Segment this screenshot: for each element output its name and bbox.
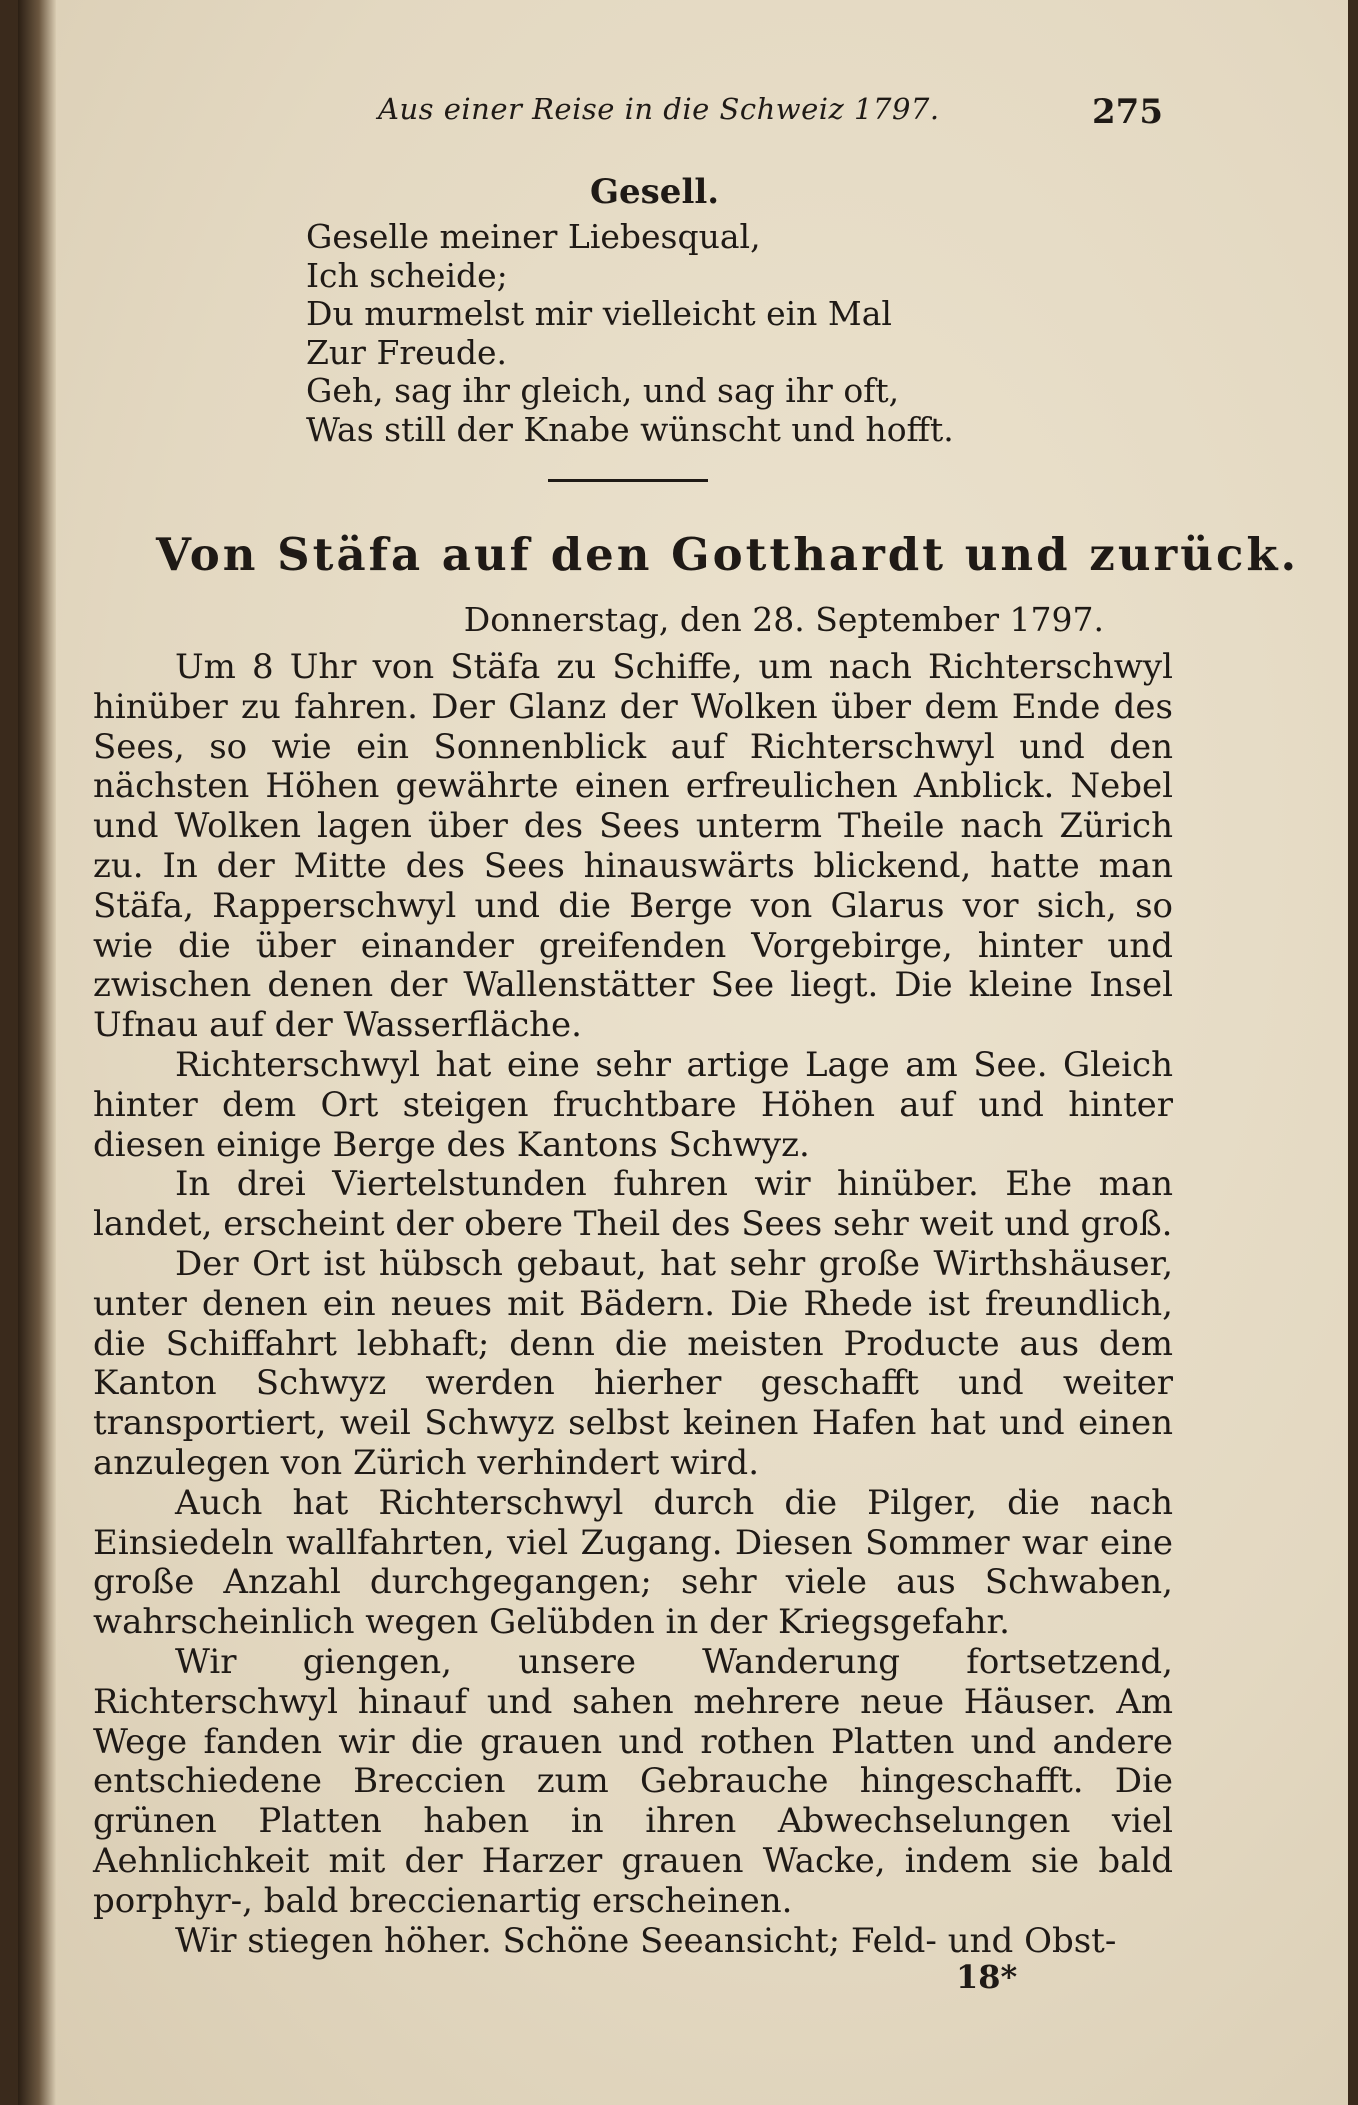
poem-line: Du murmelst mir vielleicht ein Mal <box>306 294 892 333</box>
paragraph: Richterschwyl hat eine sehr artige Lage am See. Gleich hinter dem Ort steigen fruchtbare Höhen auf und hinter diesen einige Berge des Kantons Schwyz. <box>93 1044 1173 1165</box>
poem-line: Ich scheide; <box>306 255 508 295</box>
poem-line: Zur Freude. <box>306 332 508 372</box>
paragraph: Um 8 Uhr von Stäfa zu Schiffe, um nach Richterschwyl hinüber zu fahren. Der Glanz der Wolken über dem Ende des Sees, so wie ein Sonnenblick auf Richterschwyl und den nächsten Höhen gewährte einen erfreulichen Anblick. Nebel und Wolken lagen über des Sees unterm Theile nach Zürich zu. In der Mitte des Sees hinauswärts blickend, hatte man Stäfa, Rapperschwyl und die Berge von Glarus vor sich, so wie die über einander greifenden Vorgebirge, hinter und zwischen denen der Wallenstätter See liegt. Die kleine Insel Ufnau auf der Wasserfläche. <box>93 647 1173 1046</box>
paragraph: Wir giengen, unsere Wanderung fortsetzend, Richterschwyl hinauf und sahen mehrere neue Häuser. Am Wege fanden wir die grauen und rothen Platten und andere entschiedene Breccien zum Gebrauche hingeschafft. Die grünen Platten haben in ihren Abwechselungen viel Aehnlichkeit mit der Harzer grauen Wacke, indem sie bald porphyr-, bald breccienartig erscheinen. <box>93 1641 1173 1921</box>
paragraph: Auch hat Richterschwyl durch die Pilger, die nach Einsiedeln wallfahrten, viel Zugang. Diesen Sommer war eine große Anzahl durchgegangen; sehr viele aus Schwaben, wahrscheinlich wegen Gelübden in der Kriegsgefahr. <box>93 1482 1173 1643</box>
body-text <box>93 648 1173 1961</box>
book-page <box>18 0 1348 2105</box>
poem-line: Geselle meiner Liebesqual, <box>306 217 761 256</box>
page-number: 275 <box>1092 92 1163 132</box>
dateline: Donnerstag, den 28. September 1797. <box>463 600 1104 639</box>
chapter-title: Von Stäfa auf den Gotthardt und zurück. <box>156 528 1300 581</box>
poem-line: Was still der Knabe wünscht und hofft. <box>306 409 954 449</box>
page-gutter-shadow <box>18 0 56 2105</box>
paragraph: Wir stiegen höher. Schöne Seeansicht; Feld- und Obst- <box>175 1920 1117 1961</box>
running-head: Aus einer Reise in die Schweiz 1797. <box>378 92 940 126</box>
section-divider <box>548 479 708 482</box>
signature-mark: 18* <box>956 1958 1018 1996</box>
poem <box>306 218 954 449</box>
poem-line: Geh, sag ihr gleich, und sag ihr oft, <box>306 371 900 410</box>
poem-title: Gesell. <box>590 172 720 212</box>
paragraph: Der Ort ist hübsch gebaut, hat sehr große Wirthshäuser, unter denen ein neues mit Bädern. Die Rhede ist freundlich, die Schiffahrt lebhaft; denn die meisten Producte aus dem Kanton Schwyz werden hierher geschafft und weiter transportiert, weil Schwyz selbst keinen Hafen hat und einen anzulegen von Zürich verhindert wird. <box>93 1243 1173 1483</box>
paragraph: In drei Viertelstunden fuhren wir hinüber. Ehe man landet, erscheint der obere Theil des Sees sehr weit und groß. <box>93 1164 1173 1245</box>
